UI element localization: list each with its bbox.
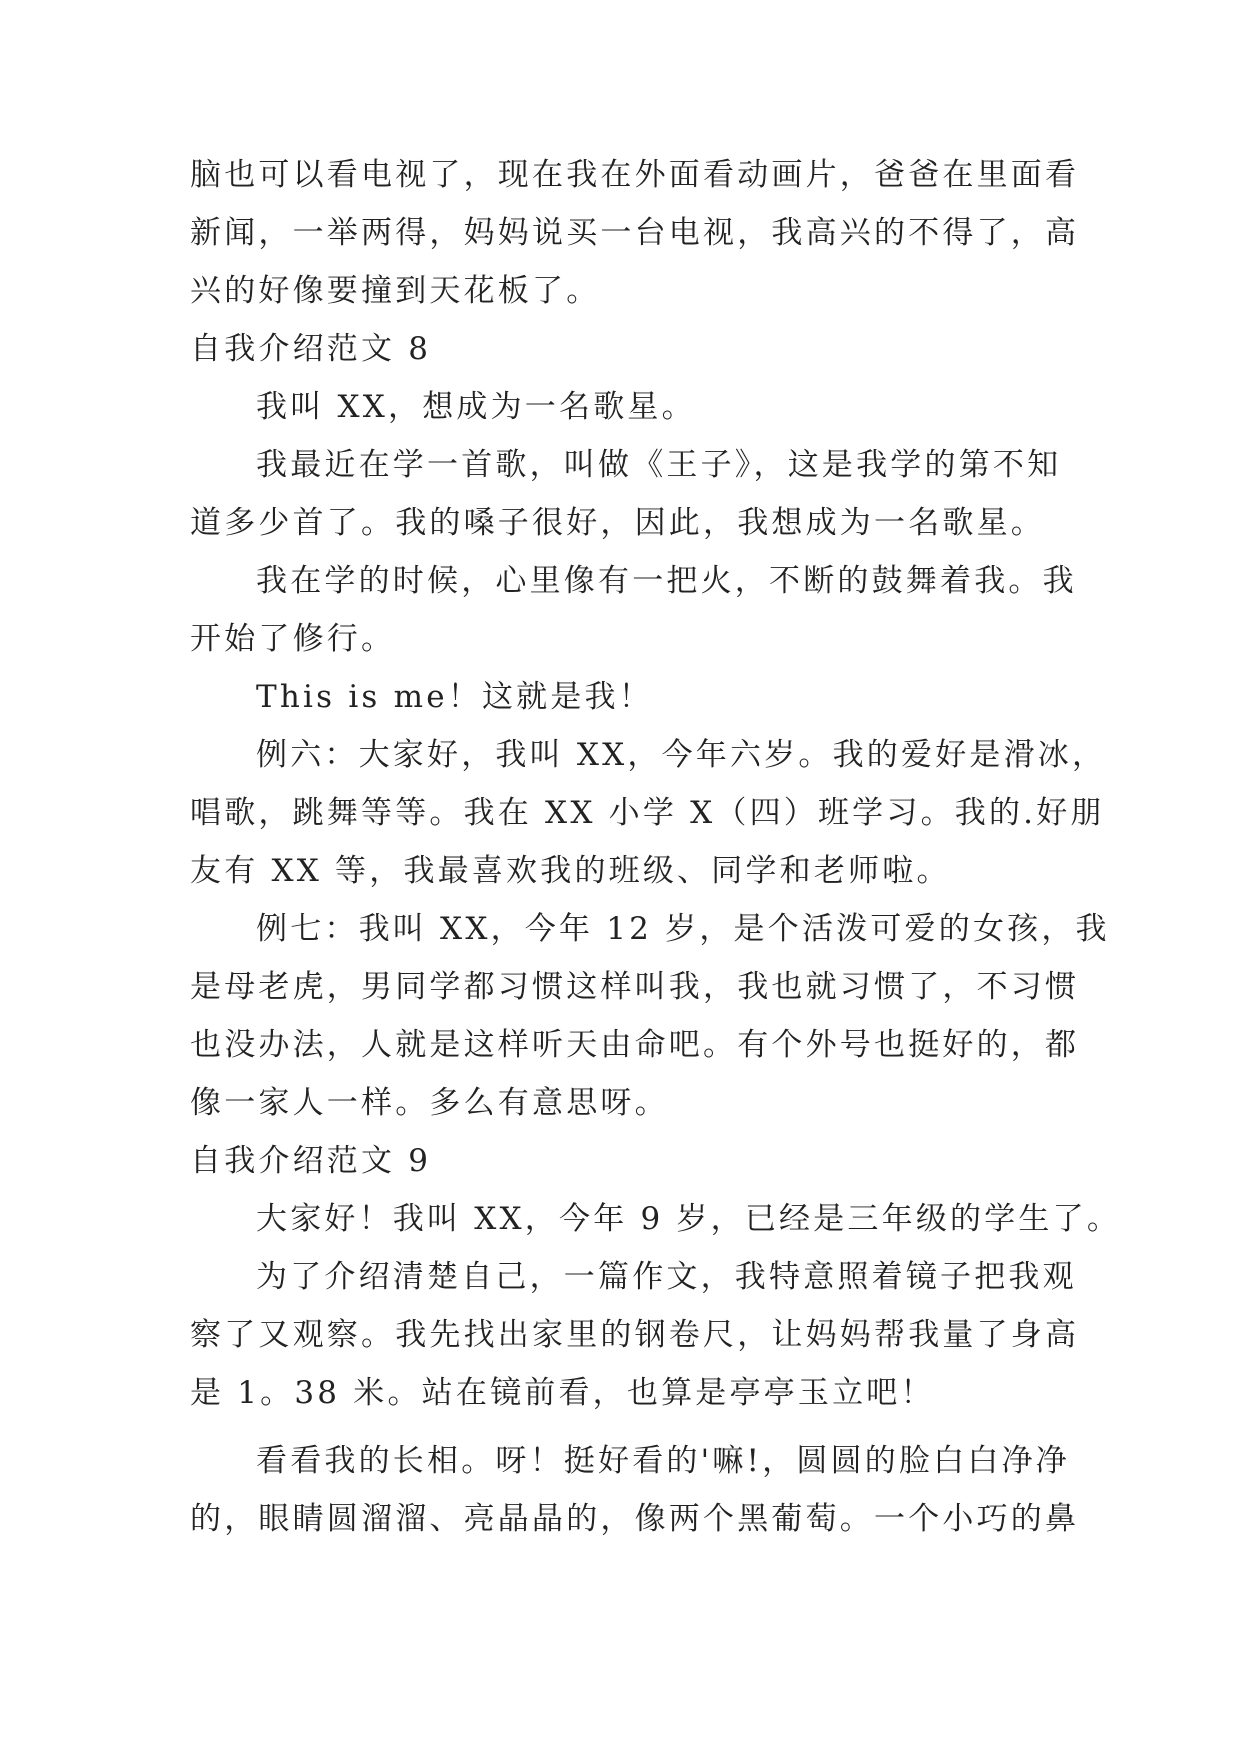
paragraph-line: This is me！这就是我！	[256, 679, 653, 715]
paragraph-line: 兴的好像要撞到天花板了。	[190, 273, 601, 309]
section-heading: 自我介绍范文 8	[190, 331, 432, 367]
section-heading: 自我介绍范文 9	[190, 1143, 432, 1179]
paragraph-line: 察了又观察。我先找出家里的钢卷尺，让妈妈帮我量了身高	[190, 1317, 1080, 1353]
paragraph-line: 像一家人一样。多么有意思呀。	[190, 1085, 669, 1121]
paragraph-line: 是母老虎，男同学都习惯这样叫我，我也就习惯了，不习惯	[190, 969, 1080, 1005]
paragraph-line: 我在学的时候，心里像有一把火，不断的鼓舞着我。我	[256, 563, 1077, 599]
paragraph-line: 看看我的长相。呀！挺好看的'嘛!，圆圆的脸白白净净	[256, 1443, 1070, 1479]
paragraph-line: 开始了修行。	[190, 621, 396, 657]
paragraph-line: 为了介绍清楚自己，一篇作文，我特意照着镜子把我观	[256, 1259, 1077, 1295]
paragraph-line: 的，眼睛圆溜溜、亮晶晶的，像两个黑葡萄。一个小巧的鼻	[190, 1501, 1080, 1537]
paragraph-line: 例七：我叫 XX，今年 12 岁，是个活泼可爱的女孩，我	[256, 911, 1110, 947]
paragraph-line: 大家好！我叫 XX，今年 9 岁，已经是三年级的学生了。	[256, 1201, 1122, 1237]
paragraph-line: 道多少首了。我的嗓子很好，因此，我想成为一名歌星。	[190, 505, 1045, 541]
paragraph-line: 友有 XX 等，我最喜欢我的班级、同学和老师啦。	[190, 853, 951, 889]
paragraph-line: 我叫 XX，想成为一名歌星。	[256, 389, 696, 425]
paragraph-line: 是 1。38 米。站在镜前看，也算是亭亭玉立吧！	[190, 1375, 935, 1411]
paragraph-line: 我最近在学一首歌，叫做《王子》，这是我学的第不知	[256, 447, 1062, 483]
paragraph-line: 唱歌，跳舞等等。我在 XX 小学 X（四）班学习。我的.好朋	[190, 795, 1105, 831]
paragraph-line: 也没办法，人就是这样听天由命吧。有个外号也挺好的，都	[190, 1027, 1080, 1063]
paragraph-line: 新闻，一举两得，妈妈说买一台电视，我高兴的不得了，高	[190, 215, 1080, 251]
paragraph-line: 例六：大家好，我叫 XX，今年六岁。我的爱好是滑冰，	[256, 737, 1107, 773]
paragraph-line: 脑也可以看电视了，现在我在外面看动画片，爸爸在里面看	[190, 157, 1080, 193]
